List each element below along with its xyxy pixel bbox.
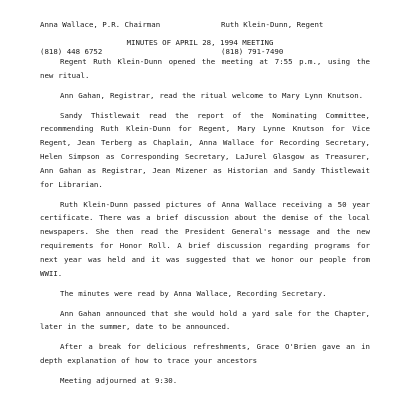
chairman-name: Anna Wallace, P.R. Chairman <box>40 20 161 29</box>
paragraph-minutes-read: The minutes were read by Anna Wallace, Recording Secretary. <box>60 288 327 298</box>
paragraph-nominating: Sandy Thistlewait read the report of the Nominating Committee, recommending Ruth Klein-Dunn for Regent, Mary Lynne Knutson for Vice Regent, Jean Terberg as Chaplain, Anna Wallace for Recording Secretary, Helen Simpson as Corresponding Secretary, LaJurel Glasgow as Treasurer, Ann Gahan as Registrar, Jean Mizener as Historian and Sandy Thistlewait for Librarian. <box>40 110 370 189</box>
paragraph-welcome: Ann Gahan, Registrar, read the ritual welcome to Mary Lynn Knutson. <box>60 90 364 100</box>
paragraph-yard-sale: Ann Gahan announced that she would hold a yard sale for the Chapter, later in the summer, date to be announced. <box>40 308 370 332</box>
chairman-phone: (818) 448 6752 <box>40 47 103 56</box>
minutes-body <box>40 55 370 394</box>
paragraph-opening: Regent Ruth Klein-Dunn opened the meeting at 7:55 p.m., using the new ritual. <box>40 57 370 80</box>
paragraph-discussion: Ruth Klein-Dunn passed pictures of Anna Wallace receiving a 50 year certificate. There was a brief discussion about the demise of the local newspapers. She then read the President General's message and the new requirements for Honor Roll. A brief discussion regarding programs for next year was held and it was suggested that we honor our people from WWII. <box>40 199 370 278</box>
regent-name: Ruth Klein-Dunn, Regent <box>221 20 324 29</box>
regent-phone: (818) 791-7490 <box>221 47 284 56</box>
paragraph-adjourned: Meeting adjourned at 9:30. <box>60 375 178 385</box>
minutes-title: MINUTES OF APRIL 28, 1994 MEETING <box>126 38 274 47</box>
paragraph-refreshments: After a break for delicious refreshments, Grace O'Brien gave an in depth explanation of how to trace your ancestors <box>40 342 370 366</box>
